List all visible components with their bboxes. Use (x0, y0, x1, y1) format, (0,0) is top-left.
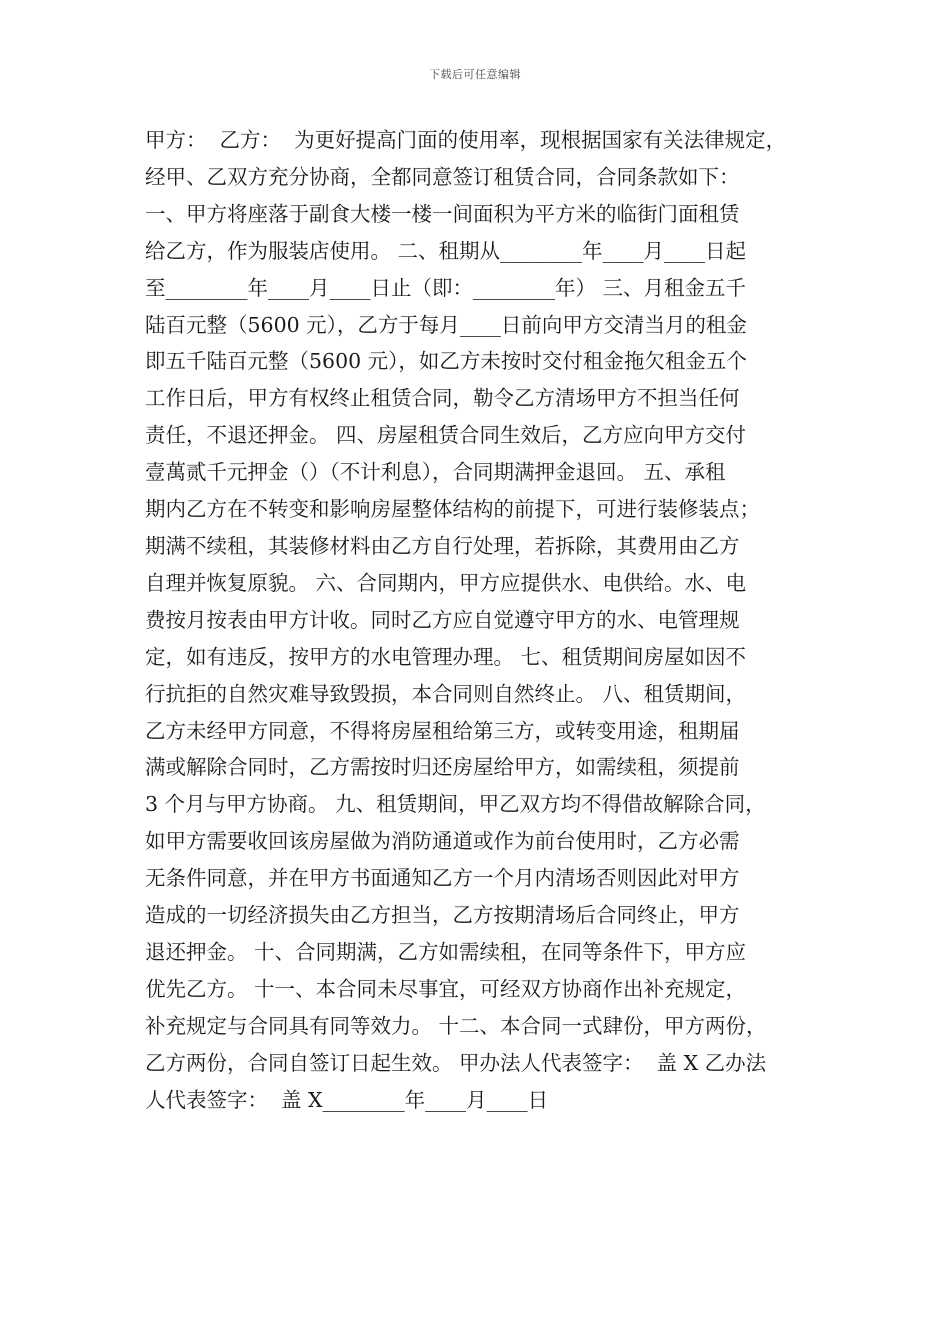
contract-line: 造成的一切经济损失由乙方担当，乙方按期清场后合同终止，甲方 (145, 903, 740, 928)
contract-line: 工作日后，甲方有权终止租赁合同，勒令乙方清场甲方不担当任何 (145, 386, 740, 411)
contract-line: 费按月按表由甲方计收。同时乙方应自觉遵守甲方的水、电管理规 (145, 607, 740, 632)
contract-line: 给乙方，作为服装店使用。 二、租期从________年____月____日起 (145, 238, 747, 263)
contract-line: 乙方两份，合同自签订日起生效。 甲办法人代表签字： 盖 X 乙办法 (145, 1050, 767, 1075)
contract-line: 无条件同意，并在甲方书面通知乙方一个月内清场否则因此对甲方 (145, 866, 740, 891)
contract-line: 自理并恢复原貌。 六、合同期内，甲方应提供水、电供给。水、电 (145, 570, 747, 595)
contract-line: 定，如有违反，按甲方的水电管理办理。 七、租赁期间房屋如因不 (145, 644, 747, 669)
contract-line: 至________年____月____日止（即：________年） 三、月租金五千 (145, 275, 747, 300)
contract-line: 满或解除合同时，乙方需按时归还房屋给甲方，如需续租，须提前 (145, 755, 740, 780)
contract-line: 壹萬贰千元押金（）（不计利息），合同期满押金退回。 五、承租 (145, 460, 726, 485)
contract-line: 3 个月与甲方协商。 九、租赁期间，甲乙双方均不得借故解除合同， (145, 792, 766, 817)
contract-line: 乙方未经甲方同意，不得将房屋租给第三方，或转变用途，租期届 (145, 718, 740, 743)
contract-line: 期满不续租，其装修材料由乙方自行处理，若拆除，其费用由乙方 (145, 533, 740, 558)
contract-line: 责任，不退还押金。 四、房屋租赁合同生效后，乙方应向甲方交付 (145, 423, 747, 448)
contract-body (145, 122, 821, 1118)
contract-line: 一、甲方将座落于副食大楼一楼一间面积为平方米的临街门面租赁 (145, 201, 740, 226)
contract-line: 经甲、乙双方充分协商，全都同意签订租赁合同，合同条款如下： (145, 164, 740, 189)
page-header: 下载后可任意编辑 (429, 68, 521, 81)
contract-line: 人代表签字： 盖 X________年____月____日 (145, 1087, 549, 1112)
contract-line: 如甲方需要收回该房屋做为消防通道或作为前台使用时，乙方必需 (145, 829, 740, 854)
contract-line: 行抗拒的自然灾难导致毁损，本合同则自然终止。 八、租赁期间， (145, 681, 747, 706)
contract-line: 补充规定与合同具有同等效力。 十二、本合同一式肆份，甲方两份， (145, 1013, 767, 1038)
contract-line: 优先乙方。 十一、本合同未尽事宜，可经双方协商作出补充规定， (145, 976, 747, 1001)
contract-line: 期内乙方在不转变和影响房屋整体结构的前提下，可进行装修装点； (145, 497, 760, 522)
contract-line: 陆百元整（5600 元），乙方于每月____日前向甲方交清当月的租金 (145, 312, 747, 337)
contract-line: 退还押金。 十、合同期满，乙方如需续租，在同等条件下，甲方应 (145, 939, 747, 964)
contract-line: 甲方： 乙方： 为更好提高门面的使用率，现根据国家有关法律规定， (145, 128, 787, 152)
contract-line: 即五千陆百元整（5600 元），如乙方未按时交付租金拖欠租金五个 (145, 349, 747, 374)
